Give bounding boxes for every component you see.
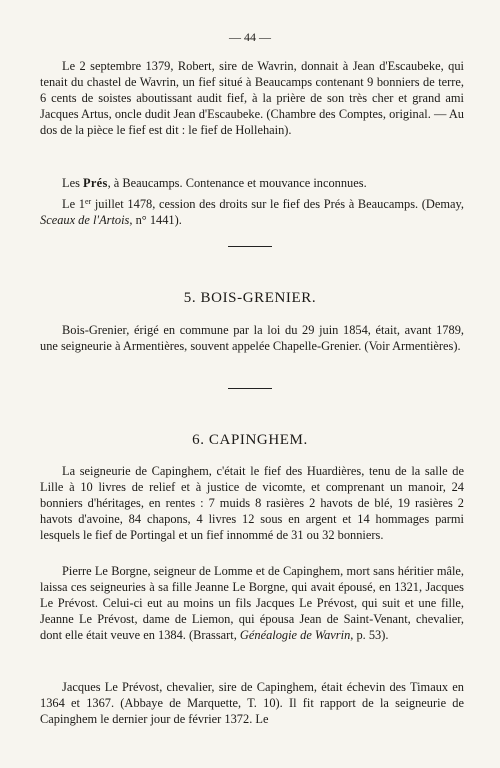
superscript: er — [84, 197, 92, 206]
text-run: Le 1 — [62, 197, 85, 211]
page-number: — 44 — — [229, 30, 271, 44]
text-run: Les — [62, 176, 83, 190]
paragraph-text — [40, 175, 464, 191]
text-run: Pierre Le Borgne, seigneur de Lomme et de Capinghem, mort sans héritier mâle, laissa ces seigneuries à sa fille Jeanne Le Borgne, qui avait épousé, en 1321, Jacques Le Prévost. Celui-ci eut au moins un fils Jacques Le Prévost, qui suit et une fille, Jeanne Le Prévost, dame de Liemon, qui épousa Jean de Saint-Venant, chevalier, dont elle était veuve en 1384. (Brassart, — [40, 564, 464, 642]
paragraph-text: Bois-Grenier, érigé en commune par la loi du 29 juin 1854, était, avant 1789, une seigneurie à Armentières, souvent appelée Chapelle-Grenier. (Voir Armentières). — [40, 323, 464, 353]
section-divider — [228, 246, 272, 247]
paragraph-capinghem-3 — [40, 679, 464, 727]
paragraph-cession — [40, 194, 464, 228]
text-run: juillet 1478, cession des droits sur le fief des Prés à Beaucamps. (Demay, — [91, 197, 464, 211]
paragraph-pres — [40, 175, 464, 191]
italic-title: Généalogie de Wavrin — [239, 628, 351, 642]
paragraph-capinghem-2 — [40, 563, 464, 643]
section-heading-bois-grenier: 5. BOIS-GRENIER. — [183, 290, 317, 306]
paragraph-text: Jacques Le Prévost, chevalier, sire de Capinghem, était échevin des Timaux en 1364 et 1367. (Abbaye de Marquette, T. 10). Il fit rapport de la seigneurie de Capinghem le dernier jour de février 1372. Le — [40, 680, 464, 726]
text-run: , n° 1441). — [129, 213, 182, 227]
section-divider — [228, 388, 272, 389]
paragraph-capinghem-1 — [40, 463, 464, 543]
section-heading-capinghem: 6. CAPINGHEM. — [192, 432, 308, 448]
bold-term: Prés — [83, 176, 108, 190]
text-run: , p. 53). — [350, 628, 389, 642]
paragraph-text — [40, 563, 464, 643]
paragraph-text: La seigneurie de Capinghem, c'était le fief des Huardières, tenu de la salle de Lille à 10 livres de relief et à justice de vicomte, et comprenant un manoir, 24 bonniers d'héritages, en rentes : 7 muids 8 rasières 2 havots de blé, 19 rasières 2 havots d'avoine, 84 chapons, 4 livres 12 sous en argent et 14 hommages parmi lesquels le fief de Portingal et un fief innommé de 31 ou 32 bonniers. — [40, 464, 464, 542]
text-run: , à Beaucamps. Contenance et mouvance inconnues. — [107, 176, 367, 190]
paragraph-text: Le 2 septembre 1379, Robert, sire de Wavrin, donnait à Jean d'Escaubeke, qui tenait du chastel de Wavrin, un fief situé à Beaucamps contenant 9 bonniers de terre, 6 cents de soistes aboutissant audit fief, à la prière de son très cher et grand ami Jacques Artus, oncle dudit Jean d'Escaubeke. (Chambre des Comptes, original. — Au dos de la pièce le fief est dit : le fief de Hollehain). — [40, 59, 464, 137]
paragraph-text — [40, 194, 464, 228]
italic-title: Sceaux de l'Artois — [40, 213, 130, 227]
paragraph-escaubeke — [40, 58, 464, 138]
paragraph-bois-grenier — [40, 322, 464, 354]
